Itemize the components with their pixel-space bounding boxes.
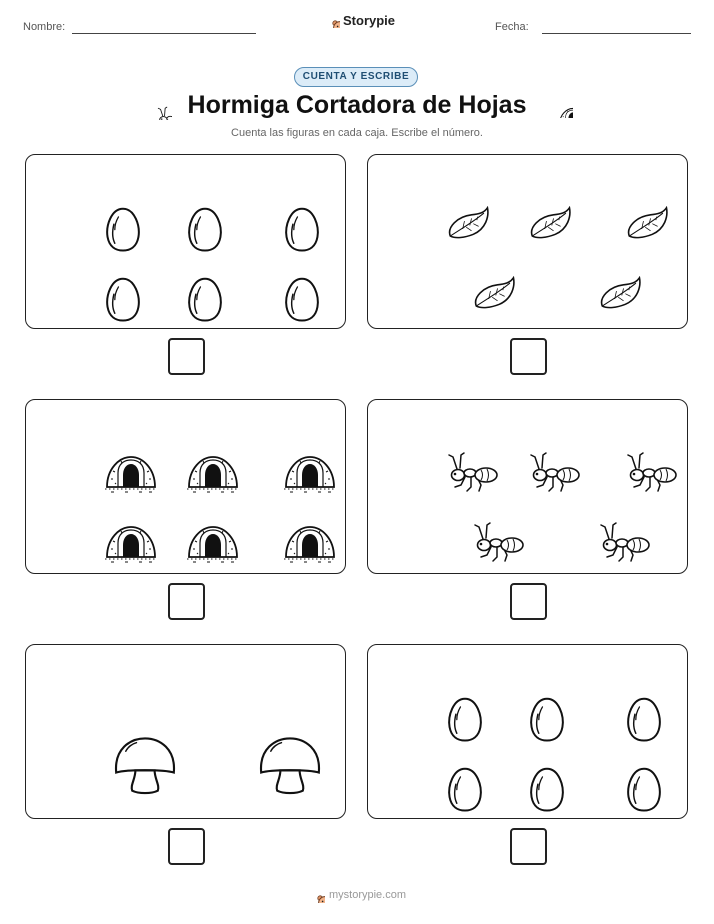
egg-icon [165, 181, 205, 231]
count-box-2 [367, 154, 688, 329]
egg-icon [165, 251, 205, 301]
page-title: Hormiga Cortadora de Hojas [187, 91, 527, 119]
egg-icon [604, 671, 644, 721]
ant-icon [417, 429, 473, 473]
leaf-icon [504, 188, 550, 224]
egg-icon [262, 181, 302, 231]
leaf-icon [601, 188, 647, 224]
egg-icon [604, 741, 644, 791]
egg-icon [425, 671, 465, 721]
ant-icon [443, 499, 499, 543]
ant-icon [596, 429, 652, 473]
date-label: Fecha: [495, 21, 529, 33]
date-line[interactable] [542, 33, 691, 34]
egg-icon [83, 251, 123, 301]
anthill-icon [254, 499, 310, 543]
ant-icon [499, 429, 555, 473]
answer-box-2[interactable] [510, 338, 547, 375]
leaf-icon [448, 258, 494, 294]
answer-box-6[interactable] [510, 828, 547, 865]
leaf-icon [574, 258, 620, 294]
anthill-icon [254, 429, 310, 473]
storypie-bear-icon [324, 12, 340, 28]
answer-box-4[interactable] [510, 583, 547, 620]
footer-url: mystorypie.com [329, 889, 407, 901]
brand-name: Storypie [343, 12, 396, 28]
leaf-icon [422, 188, 468, 224]
ant-icon [569, 499, 625, 543]
answer-box-1[interactable] [168, 338, 205, 375]
name-label: Nombre: [23, 21, 66, 33]
anthill-icon [157, 499, 213, 543]
brand-logo [324, 12, 395, 28]
instructions: Cuenta las figuras en cada caja. Escribe el número. [231, 127, 483, 139]
anthill-icon [75, 499, 131, 543]
activity-badge: CUENTA Y ESCRIBE [294, 67, 418, 87]
egg-icon [425, 741, 465, 791]
mushroom-icon [226, 700, 290, 764]
answer-box-5[interactable] [168, 828, 205, 865]
anthill-icon [75, 429, 131, 473]
anthill-icon [541, 92, 573, 118]
storypie-bear-icon [309, 887, 325, 903]
footer [309, 887, 406, 903]
egg-icon [507, 741, 547, 791]
answer-box-3[interactable] [168, 583, 205, 620]
egg-icon [507, 671, 547, 721]
mushroom-icon [81, 700, 145, 764]
egg-icon [83, 181, 123, 231]
egg-icon [262, 251, 302, 301]
name-line[interactable] [72, 33, 256, 34]
anthill-icon [157, 429, 213, 473]
